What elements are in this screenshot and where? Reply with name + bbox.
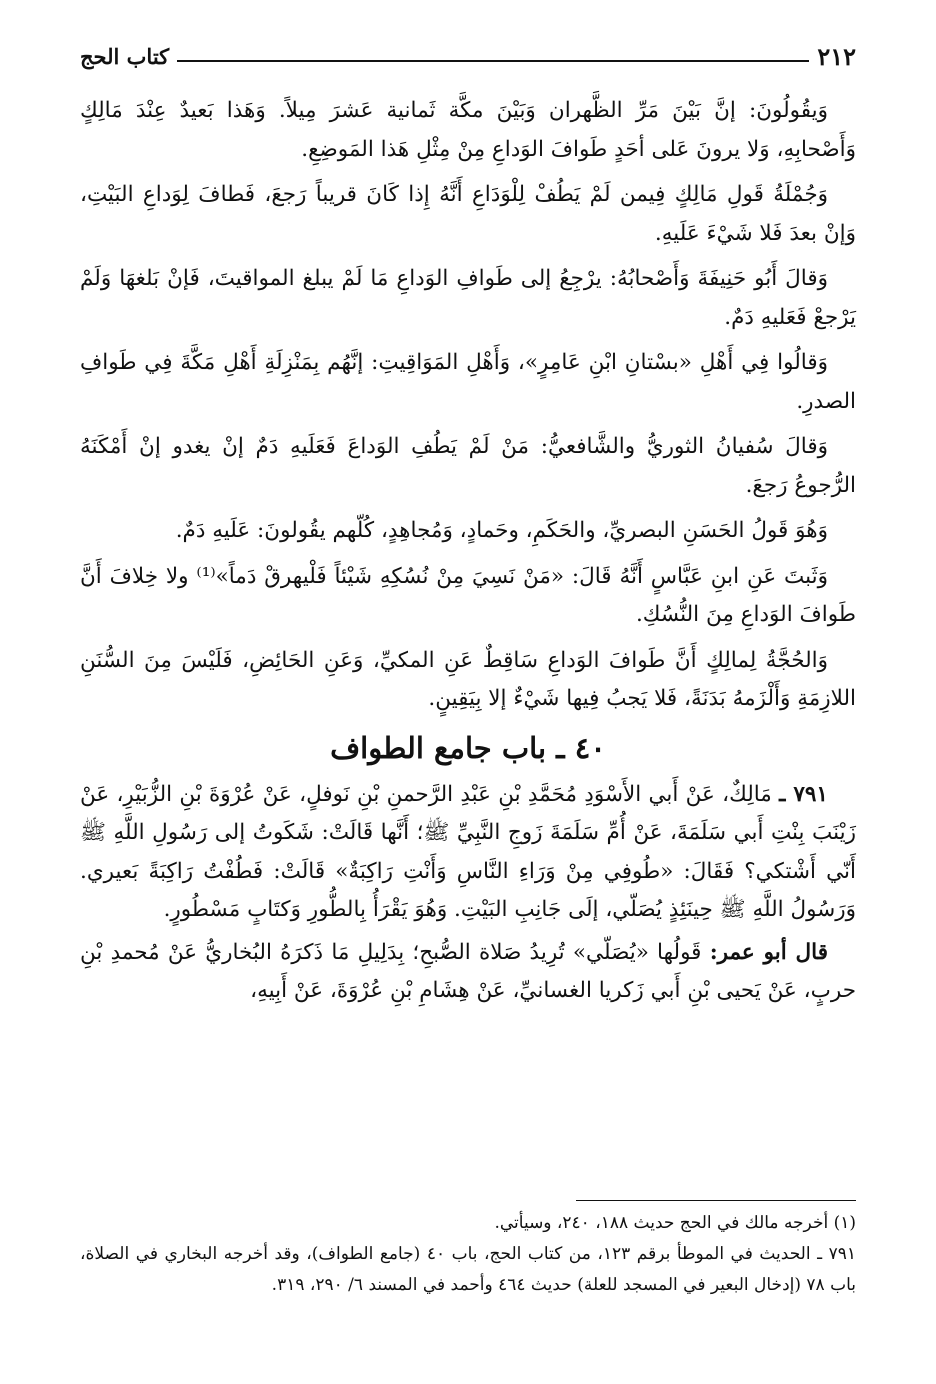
paragraph: وَقالَ سُفيانُ الثوريُّ والشَّافعيُّ: مَنْ لَمْ يَطُفِ الوَداعَ فَعَلَيهِ دَمٌ إنْ يغدو إنْ أَمْكَنَهُ الرُّجوعُ رَجعَ. [80,434,856,498]
running-title: كتاب الحج [80,43,170,69]
paragraph: وَقالَ أَبُو حَنِيفَةَ وَأَصْحابُهُ: يرْجِعُ إلى طَوافِ الوَداعِ مَا لَمْ يبلغ المواقيتَ، فَإنْ بَلغهَا وَلَمْ يَرْجعْ فَعَليهِ دَمٌ. [80,266,856,330]
hadith-paragraph [80,776,856,930]
footnote: ٧٩١ ـ الحديث في الموطأ برقم ١٢٣، من كتاب الحج، باب ٤٠ (جامع الطواف)، وقد أخرجه البخاري في الصلاة، باب ٧٨ (إدخال البعير في المسجد للعلة) حديث ٤٦٤ وأحمد في المسند ٦/ ٢٩٠، ٣١٩. [80,1244,856,1295]
commentary-text: قَولُها «يُصَلّي» تُرِيدُ صَلاة الصُّبحِ؛ بِدَلِيلِ مَا ذَكرَهُ البُخاريُّ عَنْ مُحمدِ بْنِ حربٍ، عَنْ يَحيى بْنِ أَبي زَكريا الغسانيِّ، عَنْ هِشَامِ بْنِ عُرْوَةَ، عَنْ أَبِيهِ، [80,939,856,1003]
footnote: (١) أخرجه مالك في الحج حديث ١٨٨، ٢٤٠، وسيأتي. [494,1213,856,1233]
paragraph: وَثَبتَ عَنِ ابنِ عَبَّاسٍ أَنَّهُ قَالَ: «مَنْ نَسِيَ مِنْ نُسُكِهِ شَيْئاً فَلْيهرقْ دَماً»⁽¹⁾ ولا خِلافَ أَنَّ طَوافَ الوَداعِ مِنَ النُّسُكِ. [80,563,856,627]
page-number: ٢١٢ [817,41,856,71]
paragraph: وَجُمْلَةُ قَولِ مَالِكٍ فِيمن لَمْ يَطُفْ لِلْوَدَاعِ أَنَّهُ إِذا كَانَ قريباً رَجعَ، فَطافَ لِوَداعِ البَيْتِ، وَإنْ بعدَ فَلا شَيْءَ عَلَيهِ. [80,182,856,246]
header-rule [177,60,809,62]
chapter-heading: ٤٠ ـ باب جامع الطواف [330,730,606,765]
footnote-separator [576,1200,856,1201]
commentary-speaker: قال أبو عمر: [709,939,828,965]
commentary-paragraph [80,934,856,1011]
hadith-text: مَالِكٌ، عَنْ أَبي الأَسْوَدِ مُحَمَّدِ بْنِ عَبْدِ الرَّحمنِ بْنِ نَوفلٍ، عَنْ عُرْوَةَ بْنِ الزُّبَيْرِ، عَنْ زَيْنَبَ بِنْتِ أَبي سَلَمَةَ، عَنْ أُمِّ سَلَمَةَ زَوجِ النَّبِيِّ ﷺ؛ أَنَّها قَالَتْ: شَكَوتُ إلى رَسُولِ اللَّهِ ﷺ أَنّي أَشْتكي؟ فَقَالَ: «طُوفِي مِنْ وَرَاءِ النَّاسِ وَأَنْتِ رَاكِبَةٌ» قَالَتْ: فَطُفْتُ رَاكِبَةً بَعيري. وَرَسُولُ اللَّهِ ﷺ حِينَئِذٍ يُصَلّي، إلَى جَانِبِ البَيْتِ. وَهُوَ يَقْرَأُ بِالطُّورِ وَكتَابٍ مَسْطُورٍ. [80,781,856,922]
paragraph: وَهُوَ قَولُ الحَسَنِ البصريِّ، والحَكَمِ، وحَمادٍ، وَمُجاهِدٍ، كُلّهم يقُولونَ: عَلَيهِ دَمٌ. [175,518,828,543]
hadith-number: ٧٩١ ـ [779,781,828,807]
page-header [80,36,856,76]
paragraph: وَالحُجَّةُ لِمالِكٍ أَنَّ طَوافَ الوَداعِ سَاقِطٌ عَنِ المكيِّ، وَعَنِ الحَائِضِ، فَلَيْسَ مِنَ السُّنَنِ اللازِمَةِ وَأَلْزَمهُ بَدَنَةً، فَلا يَجبُ فِيها شَيْءٌ إلا بِيَقِينٍ. [80,647,856,711]
footnotes [80,1208,856,1301]
main-text [80,92,856,1018]
paragraph: وَقالُوا فِي أَهْلِ «بسْتانِ ابْنِ عَامِرٍ»، وَأَهْلِ المَوَاقِيتِ: إنَّهُم بِمَنْزِلَةِ أَهْلِ مَكَّةَ فِي طَوافِ الصدرِ. [80,350,856,414]
paragraph: وَيقُولُونَ: إنَّ بَيْنَ مَرِّ الظَّهران وَبَيْنَ مكَّة ثَمانية عَشرَ مِيلاً. وَهَذا بَعيدٌ عِنْدَ مَالِكٍ وَأَصْحابِهِ، وَلا يرونَ عَلى أحَدٍ طَوافَ الوَداعِ مِنْ مِثْلِ هَذا المَوضِعِ. [80,98,856,162]
